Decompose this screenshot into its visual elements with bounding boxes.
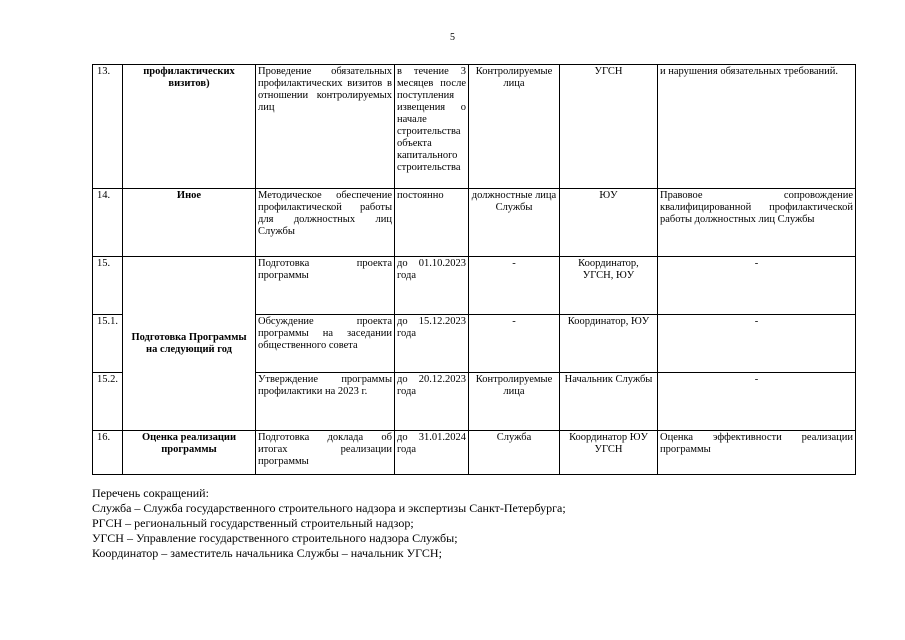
term-text: до 20.12.2023 года: [395, 373, 469, 431]
responsible-text: УГСН: [560, 65, 658, 189]
result-text: Правовое сопровождение квалифицированной профилактической работы должностных лиц Службы: [658, 189, 856, 257]
responsible-text: Начальник Службы: [560, 373, 658, 431]
abbreviation-item: Координатор – заместитель начальника Службы – начальник УГСН;: [92, 546, 442, 560]
row-number: 13.: [93, 65, 123, 189]
row-number: 15.1.: [93, 315, 123, 373]
action-text: Подготовка доклада об итогах реализации программы: [256, 431, 395, 475]
subject-text: Контролируемые лица: [469, 65, 560, 189]
responsible-text: Координатор, УГСН, ЮУ: [560, 257, 658, 315]
term-text: постоянно: [395, 189, 469, 257]
table-row: [93, 431, 856, 475]
abbreviations-list: [92, 486, 566, 561]
table-row: [93, 257, 856, 315]
action-text: Проведение обязательных профилактических визитов в отношении контролируемых лиц: [256, 65, 395, 189]
action-text: Обсуждение проекта программы на заседании общественного совета: [256, 315, 395, 373]
row-number: 15.: [93, 257, 123, 315]
term-text: до 01.10.2023 года: [395, 257, 469, 315]
table-row: [93, 65, 856, 189]
responsible-text: ЮУ: [560, 189, 658, 257]
action-text: Подготовка проекта программы: [256, 257, 395, 315]
abbreviation-item: Служба – Служба государственного строительного надзора и экспертизы Санкт-Петербурга;: [92, 501, 566, 515]
abbreviations-title: Перечень сокращений:: [92, 486, 209, 500]
term-text: до 15.12.2023 года: [395, 315, 469, 373]
page-number: 5: [450, 32, 455, 43]
result-text: -: [658, 315, 856, 373]
event-name: профилактических визитов): [123, 65, 256, 189]
row-number: 15.2.: [93, 373, 123, 431]
subject-text: Служба: [469, 431, 560, 475]
action-text: Утверждение программы профилактики на 2023 г.: [256, 373, 395, 431]
row-number: 14.: [93, 189, 123, 257]
result-text: -: [658, 257, 856, 315]
abbreviation-item: УГСН – Управление государственного строительного надзора Службы;: [92, 531, 458, 545]
term-text: в течение 3 месяцев после поступления извещения о начале строительства объекта капитального строительства: [395, 65, 469, 189]
subject-text: -: [469, 257, 560, 315]
responsible-text: Координатор, ЮУ: [560, 315, 658, 373]
result-text: Оценка эффективности реализации программы: [658, 431, 856, 475]
result-text: и нарушения обязательных требований.: [658, 65, 856, 189]
event-name: Подготовка Программы на следующий год: [123, 257, 256, 431]
term-text: до 31.01.2024 года: [395, 431, 469, 475]
subject-text: Контролируемые лица: [469, 373, 560, 431]
responsible-text: Координатор ЮУ УГСН: [560, 431, 658, 475]
row-number: 16.: [93, 431, 123, 475]
plan-table: [92, 64, 856, 475]
table-row: [93, 189, 856, 257]
subject-text: должностные лица Службы: [469, 189, 560, 257]
subject-text: -: [469, 315, 560, 373]
abbreviation-item: РГСН – региональный государственный строительный надзор;: [92, 516, 414, 530]
action-text: Методическое обеспечение профилактической работы для должностных лиц Службы: [256, 189, 395, 257]
event-name: Иное: [123, 189, 256, 257]
result-text: -: [658, 373, 856, 431]
event-name: Оценка реализации программы: [123, 431, 256, 475]
